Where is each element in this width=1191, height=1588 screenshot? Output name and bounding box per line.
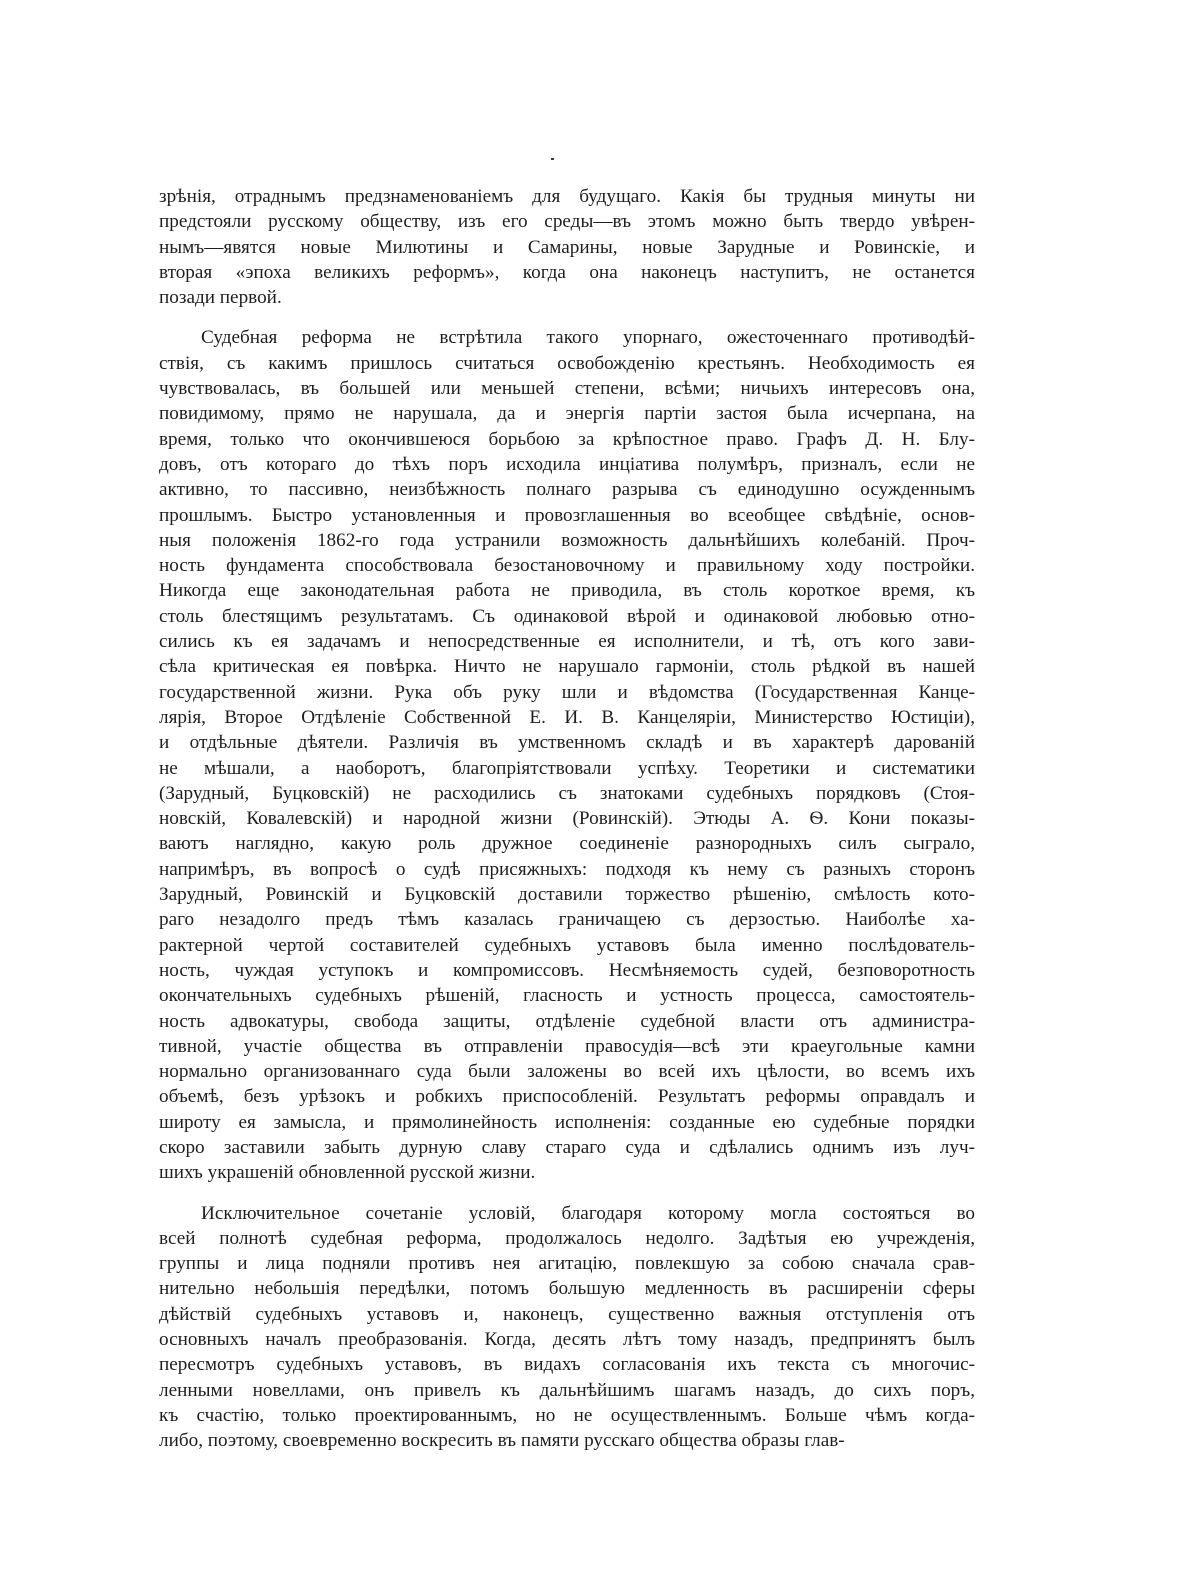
text-line: новскій, Ковалевскій) и народной жизни (Ровинскій). Этюды А. Ѳ. Кони показы- bbox=[159, 808, 975, 830]
text-line: напримѣръ, въ вопросѣ о судѣ присяжныхъ: подходя къ нему съ разныхъ сторонъ bbox=[159, 858, 975, 880]
text-line: основныхъ началъ преобразованія. Когда, десять лѣтъ тому назадъ, предпринятъ былъ bbox=[159, 1329, 975, 1351]
text-line: сѣла критическая ея повѣрка. Ничто не нарушало гармоніи, столь рѣдкой въ нашей bbox=[159, 656, 975, 678]
text-line: къ счастію, только проектированнымъ, но не осуществленнымъ. Больше чѣмъ когда- bbox=[159, 1404, 975, 1426]
paragraph-judicial-reform bbox=[159, 325, 975, 1185]
text-line: объемѣ, безъ урѣзокъ и робкихъ приспособленій. Результатъ реформы оправдалъ и bbox=[159, 1086, 975, 1108]
text-line: ность адвокатуры, свобода защиты, отдѣленіе судебной власти отъ администра- bbox=[159, 1010, 975, 1032]
text-line: пересмотръ судебныхъ уставовъ, въ видахъ согласованія ихъ текста съ многочис- bbox=[159, 1354, 975, 1376]
text-line: вторая «эпоха великихъ реформъ», когда она наконецъ наступитъ, не останется bbox=[159, 261, 975, 283]
text-line: ствія, съ какимъ пришлось считаться освобожденію крестьянъ. Необходимость ея bbox=[159, 352, 975, 374]
text-line: предстояли русскому обществу, изъ его среды—въ этомъ можно быть твердо увѣрен- bbox=[159, 211, 975, 233]
text-line: рактерной чертой составителей судебныхъ уставовъ была именно послѣдователь- bbox=[159, 934, 975, 956]
text-line: активно, то пассивно, неизбѣжность полнаго разрыва съ единодушно осужденнымъ bbox=[159, 479, 975, 501]
text-line: и отдѣльные дѣятели. Различія въ умственномъ складѣ и въ характерѣ дарованій bbox=[159, 732, 975, 754]
print-speck bbox=[551, 158, 554, 160]
paragraph-continuation bbox=[159, 184, 975, 310]
text-line: позади первой. bbox=[159, 287, 282, 309]
text-line: ность фундамента способствовала безостановочному и правильному ходу постройки. bbox=[159, 555, 975, 577]
text-line: Исключительное сочетаніе условій, благодаря которому могла состояться во bbox=[201, 1202, 975, 1224]
body-text bbox=[159, 184, 975, 1454]
text-line: зрѣнія, отраднымъ предзнаменованіемъ для будущаго. Какія бы трудныя минуты ни bbox=[159, 186, 975, 207]
text-line: столь блестящимъ результатамъ. Съ одинаковой вѣрой и одинаковой любовью отно- bbox=[159, 605, 975, 627]
text-line: ваютъ наглядно, какую роль дружное соединеніе разнородныхъ силъ сыграло, bbox=[159, 833, 975, 855]
text-line: окончательныхъ судебныхъ рѣшеній, гласность и устность процесса, самостоятель- bbox=[159, 985, 975, 1007]
text-line: раго незадолго предъ тѣмъ казалась граничащею съ дерзостью. Наиболѣе ха- bbox=[159, 909, 975, 931]
text-line: широту ея замысла, и прямолинейность исполненія: созданные ею судебные порядки bbox=[159, 1111, 975, 1133]
paragraph-gap bbox=[159, 310, 975, 325]
text-line: лярія, Второе Отдѣленіе Собственной Е. И. В. Канцеляріи, Министерство Юстиціи), bbox=[159, 706, 975, 728]
text-line: (Зарудный, Буцковскій) не расходились съ знатоками судебныхъ порядковъ (Стоя- bbox=[159, 782, 975, 804]
text-line: ленными новеллами, онъ привелъ къ дальнѣйшимъ шагамъ назадъ, до сихъ поръ, bbox=[159, 1379, 975, 1401]
text-line: тивной, участіе общества въ отправленіи правосудія—всѣ эти краеугольные камни bbox=[159, 1035, 975, 1057]
paragraph-exceptional-combination bbox=[159, 1201, 975, 1454]
text-line: шихъ украшеній обновленной русской жизни. bbox=[159, 1162, 536, 1184]
text-line: нительно небольшія передѣлки, потомъ большую медленность въ расширеніи сферы bbox=[159, 1278, 975, 1300]
text-line: скоро заставили забыть дурную славу стараго суда и сдѣлались однимъ изъ луч- bbox=[159, 1136, 975, 1158]
text-line: всей полнотѣ судебная реформа, продолжалось недолго. Задѣтыя ею учрежденія, bbox=[159, 1227, 975, 1249]
text-line: дѣйствій судебныхъ уставовъ и, наконецъ, существенно важныя отступленія отъ bbox=[159, 1303, 975, 1325]
text-line: государственной жизни. Рука объ руку шли и вѣдомства (Государственная Канце- bbox=[159, 681, 975, 703]
text-line: чувствовалась, въ большей или меньшей степени, всѣми; ничьихъ интересовъ она, bbox=[159, 378, 975, 400]
text-line: ность, чуждая уступокъ и компромиссовъ. Несмѣняемость судей, безповоротность bbox=[159, 959, 975, 981]
paragraph-gap bbox=[159, 1186, 975, 1201]
text-line: либо, поэтому, своевременно воскресить въ памяти русскаго общества образы глав- bbox=[159, 1430, 845, 1452]
text-line: Никогда еще законодательная работа не приводила, въ столь короткое время, къ bbox=[159, 580, 975, 602]
text-line: время, только что окончившеюся борьбою за крѣпостное право. Графъ Д. Н. Блу- bbox=[159, 428, 975, 450]
text-line: сились къ ея задачамъ и непосредственные ея исполнители, и тѣ, отъ кого зави- bbox=[159, 631, 975, 653]
text-line: ныя положенія 1862-го года устранили возможность дальнѣйшихъ колебаній. Проч- bbox=[159, 529, 975, 551]
text-line: группы и лица подняли противъ нея агитацію, повлекшую за собою сначала срав- bbox=[159, 1253, 975, 1275]
text-line: повидимому, прямо не нарушала, да и энергія партіи застоя была исчерпана, на bbox=[159, 403, 975, 425]
text-line: нымъ—явятся новые Милютины и Самарины, новые Зарудные и Ровинскіе, и bbox=[159, 236, 975, 258]
text-line: Зарудный, Ровинскій и Буцковскій доставили торжество рѣшенію, смѣлость кото- bbox=[159, 884, 975, 906]
text-line: Судебная реформа не встрѣтила такого упорнаго, ожесточеннаго противодѣй- bbox=[201, 327, 975, 349]
text-line: прошлымъ. Быстро установленныя и провозглашенныя во всеобщее свѣдѣніе, основ- bbox=[159, 504, 975, 526]
text-line: не мѣшали, а наоборотъ, благопріятствовали успѣху. Теоретики и систематики bbox=[159, 757, 975, 779]
text-line: нормально организованнаго суда были заложены во всей ихъ цѣлости, во всемъ ихъ bbox=[159, 1061, 975, 1083]
text-line: довъ, отъ котораго до тѣхъ поръ исходила инціатива полумѣръ, призналъ, если не bbox=[159, 453, 975, 475]
